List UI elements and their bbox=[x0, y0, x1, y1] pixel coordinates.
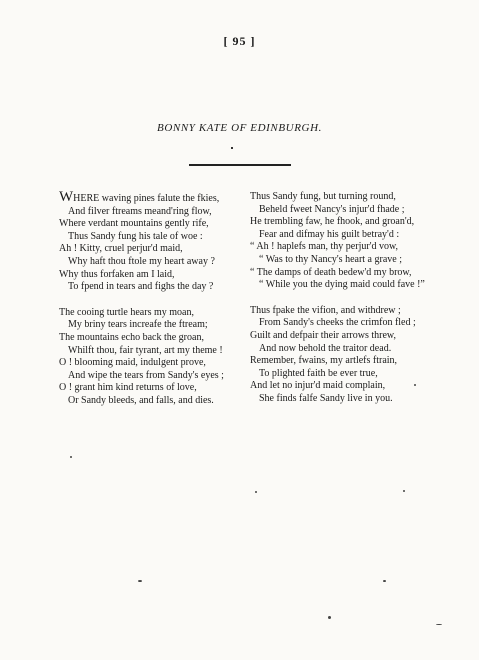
poem-title: BONNY KATE OF EDINBURGH. bbox=[157, 122, 322, 134]
verse-line bbox=[59, 395, 254, 408]
verse-line bbox=[250, 355, 450, 368]
verse-line bbox=[59, 319, 254, 332]
verse-line bbox=[59, 307, 254, 320]
verse-line bbox=[59, 382, 254, 395]
verse-text: O ! grant him kind returns of love, bbox=[59, 382, 197, 394]
verse-text: Thus fpake the vifion, and withdrew ; bbox=[250, 304, 401, 316]
verse-line bbox=[250, 393, 450, 406]
stanza bbox=[59, 191, 254, 294]
verse-text: And wipe the tears from Sandy's eyes ; bbox=[68, 369, 224, 381]
verse-line bbox=[250, 241, 450, 254]
verse-text: Or Sandy bleeds, and falls, and dies. bbox=[68, 394, 214, 406]
verse-text: And now behold the traitor dead. bbox=[259, 342, 392, 354]
title-rule bbox=[189, 164, 291, 166]
verse-text: “ Was to thy Nancy's heart a grave ; bbox=[259, 253, 402, 265]
page-number: [ 95 ] bbox=[223, 34, 256, 48]
verse-text: Fear and difmay his guilt betray'd : bbox=[259, 228, 400, 240]
print-speck bbox=[255, 491, 257, 493]
verse-text: Beheld fweet Nancy's injur'd fhade ; bbox=[259, 203, 405, 215]
verse-line bbox=[250, 216, 450, 229]
verse-text: “ While you the dying maid could fave !” bbox=[259, 279, 425, 291]
verse-text: And let no injur'd maid complain, bbox=[250, 380, 386, 392]
verse-text: The cooing turtle hears my moan, bbox=[59, 306, 194, 318]
print-speck bbox=[383, 580, 386, 582]
verse-line bbox=[250, 229, 450, 242]
verse-text: Thus Sandy fung his tale of woe : bbox=[68, 230, 203, 242]
verse-line bbox=[250, 317, 450, 330]
verse-line bbox=[250, 279, 450, 292]
verse-text: He trembling faw, he fhook, and groan'd, bbox=[250, 216, 415, 228]
verse-text: Thus Sandy fung, but turning round, bbox=[250, 191, 396, 202]
verse-line bbox=[250, 330, 450, 343]
verse-line bbox=[59, 191, 254, 206]
verse-text: “ Ah ! haplefs man, thy perjur'd vow, bbox=[250, 241, 399, 253]
print-speck bbox=[328, 616, 331, 619]
verse-line bbox=[250, 204, 450, 217]
verse-line bbox=[250, 191, 450, 204]
verse-line bbox=[250, 368, 450, 381]
verse-line bbox=[250, 267, 450, 280]
verse-text: To plighted faith be ever true, bbox=[259, 367, 378, 379]
verse-text: Why thus forfaken am I laid, bbox=[59, 268, 175, 280]
print-speck bbox=[138, 580, 142, 582]
verse-text: Why haft thou ftole my heart away ? bbox=[68, 255, 215, 267]
verse-line bbox=[250, 254, 450, 267]
verse-text: O ! blooming maid, indulgent prove, bbox=[59, 357, 206, 369]
verse-text: And filver ftreams meand'ring flow, bbox=[68, 205, 212, 217]
left-column bbox=[59, 191, 254, 421]
verse-text: Guilt and defpair their arrows threw, bbox=[250, 329, 396, 341]
verse-text: Whilft thou, fair tyrant, art my theme ! bbox=[68, 344, 223, 356]
stanza bbox=[250, 191, 450, 292]
drop-cap: W bbox=[59, 189, 74, 205]
verse-line bbox=[250, 343, 450, 356]
right-column bbox=[250, 191, 450, 419]
verse-text: From Sandy's cheeks the crimfon fled ; bbox=[259, 317, 416, 329]
verse-line bbox=[59, 332, 254, 345]
verse-line bbox=[59, 357, 254, 370]
verse-text: To fpend in tears and fighs the day ? bbox=[68, 281, 214, 293]
verse-line bbox=[59, 269, 254, 282]
verse-text: “ The damps of death bedew'd my brow, bbox=[250, 266, 412, 278]
verse-line bbox=[59, 218, 254, 231]
verse-text: HERE waving pines falute the fkies, bbox=[73, 193, 220, 204]
verse-line bbox=[250, 380, 450, 393]
verse-line bbox=[59, 243, 254, 256]
verse-text: Where verdant mountains gently rife, bbox=[59, 218, 209, 230]
print-speck bbox=[436, 624, 442, 625]
stanza bbox=[59, 307, 254, 408]
verse-line bbox=[59, 206, 254, 219]
verse-text: My briny tears increafe the ftream; bbox=[68, 319, 208, 331]
verse-text: She finds falfe Sandy live in you. bbox=[259, 392, 393, 404]
verse-text: Ah ! Kitty, cruel perjur'd maid, bbox=[59, 243, 183, 255]
print-speck bbox=[414, 384, 416, 386]
verse-text: The mountains echo back the groan, bbox=[59, 331, 204, 343]
verse-line bbox=[59, 281, 254, 294]
print-speck bbox=[403, 490, 405, 492]
verse-text: Remember, fwains, my artlefs ftrain, bbox=[250, 355, 398, 367]
verse-line bbox=[59, 370, 254, 383]
verse-line bbox=[59, 345, 254, 358]
stanza bbox=[250, 305, 450, 406]
verse-line bbox=[250, 305, 450, 318]
verse-line bbox=[59, 256, 254, 269]
title-ornament-dot bbox=[231, 147, 233, 149]
verse-line bbox=[59, 231, 254, 244]
print-speck bbox=[70, 456, 72, 458]
